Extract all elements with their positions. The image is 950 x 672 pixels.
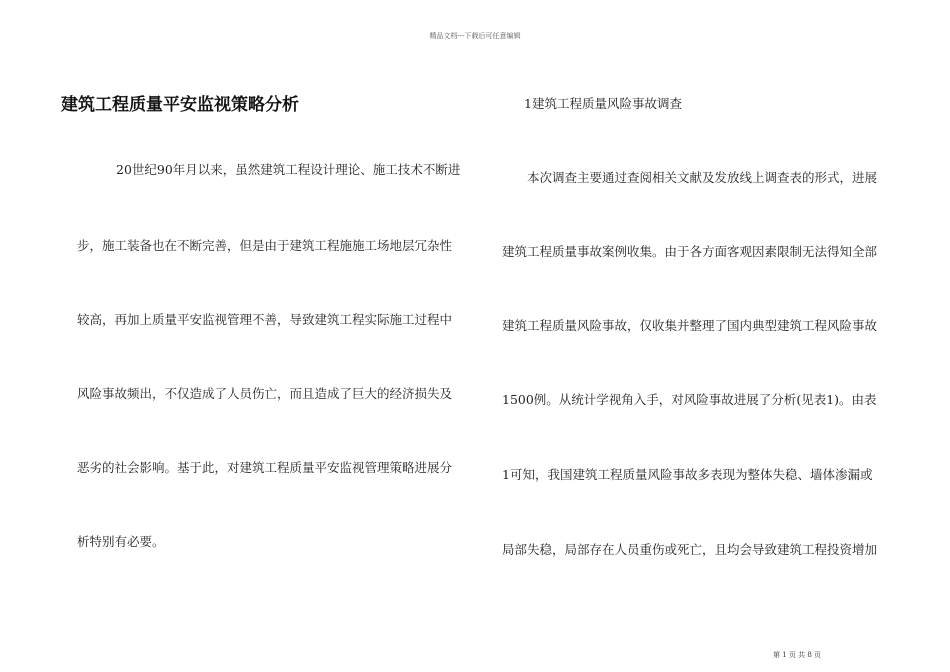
right-paragraph-line: 1可知，我国建筑工程质量风险事故多表现为整体失稳、墙体渗漏或 — [502, 467, 873, 482]
left-paragraph-line: 步，施工装备也在不断完善，但是由于建筑工程施施工场地层冗杂性 — [77, 238, 453, 253]
right-paragraph-line: 本次调查主要通过查阅相关文献及发放线上调查表的形式，进展 — [527, 170, 878, 185]
left-paragraph-line: 析特别有必要。 — [77, 534, 165, 549]
left-paragraph-line: 较高，再加上质量平安监视管理不善，导致建筑工程实际施工过程中 — [77, 312, 453, 327]
left-paragraph-line: 恶劣的社会影响。基于此，对建筑工程质量平安监视管理策略进展分 — [77, 460, 453, 475]
header-note: 精品文档---下载后可任意编辑 — [429, 32, 521, 40]
left-paragraph-line: 20世纪90年月以来，虽然建筑工程设计理论、施工技术不断进 — [116, 162, 461, 177]
left-paragraph-line: 风险事故频出，不仅造成了人员伤亡，而且造成了巨大的经济损失及 — [77, 386, 453, 401]
right-paragraph-line: 建筑工程质量风险事故，仅收集并整理了国内典型建筑工程风险事故 — [502, 318, 878, 333]
document-title: 建筑工程质量平安监视策略分析 — [61, 95, 299, 115]
right-paragraph-line: 建筑工程质量事故案例收集。由于各方面客观因素限制无法得知全部 — [502, 244, 878, 259]
right-paragraph-line: 1500例。从统计学视角入手，对风险事故进展了分析(见表1)。由表 — [502, 392, 877, 407]
right-paragraph-line: 局部失稳，局部存在人员重伤或死亡，且均会导致建筑工程投资增加 — [502, 542, 878, 557]
section-heading: 1建筑工程质量风险事故调查 — [524, 96, 682, 111]
page-number-footer: 第 1 页 共 8 页 — [773, 651, 822, 659]
